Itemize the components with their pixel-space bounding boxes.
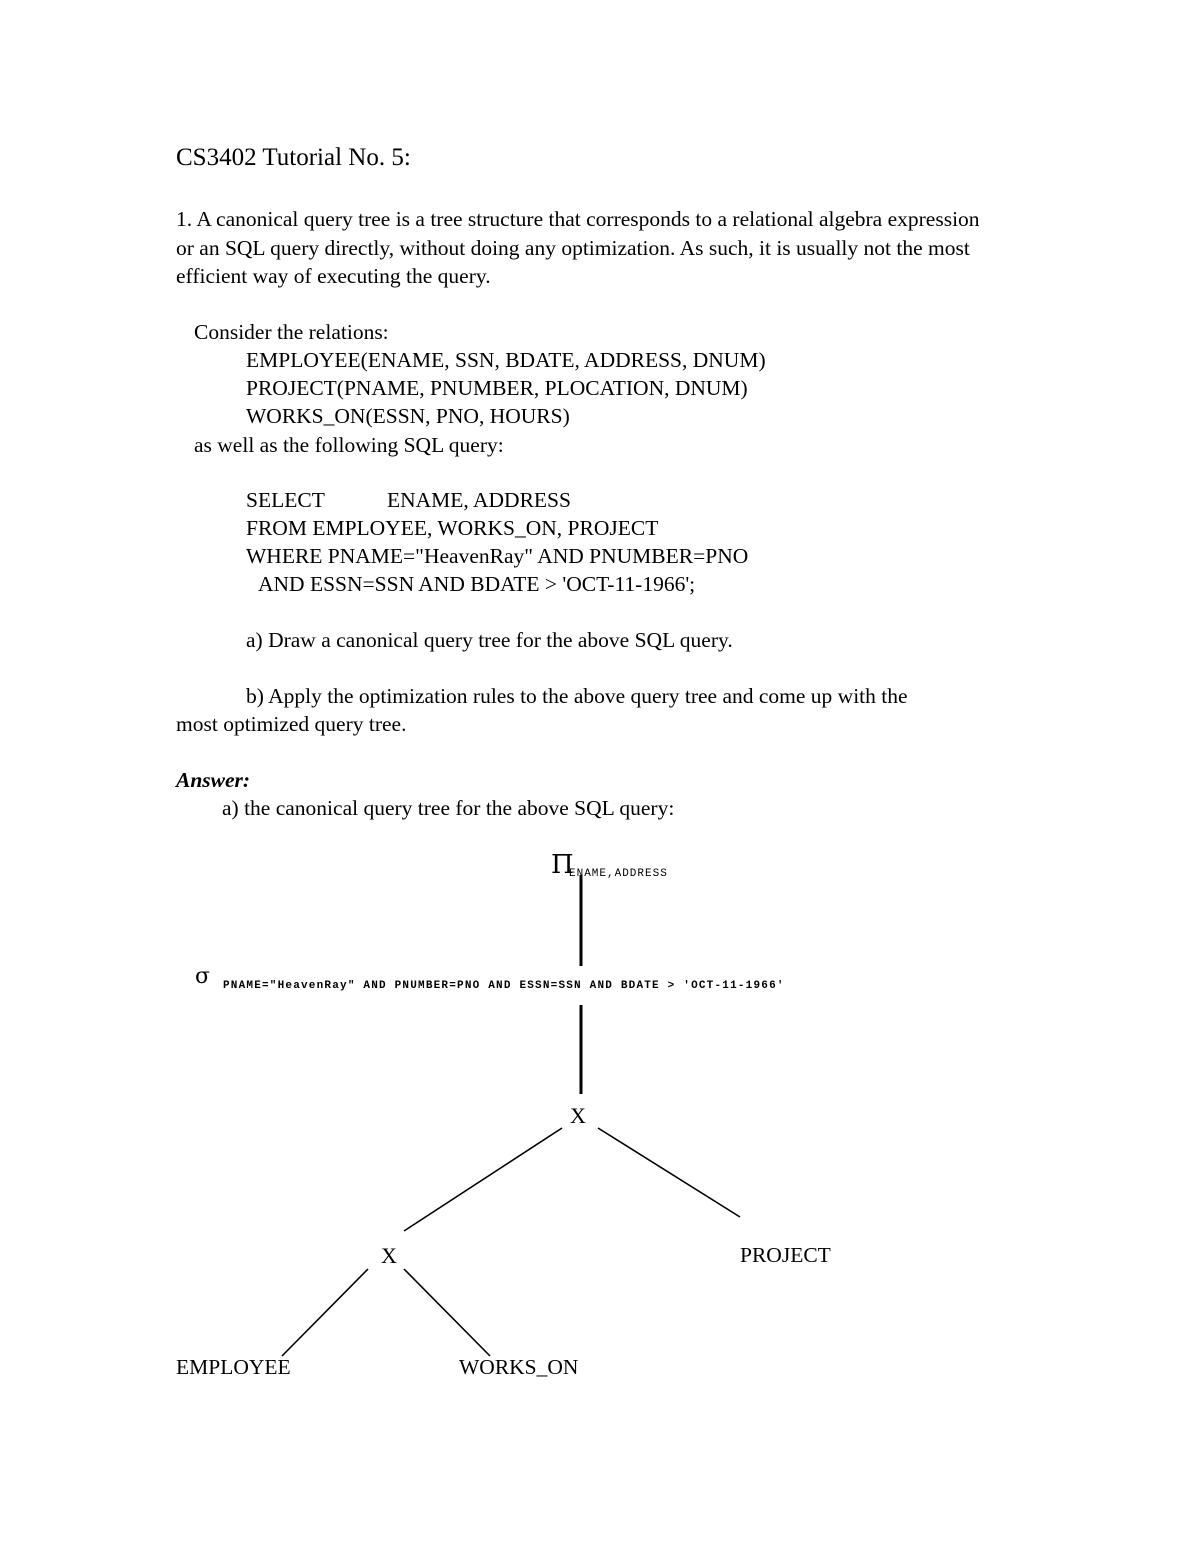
edge-cross-to-cross <box>404 1128 562 1231</box>
projection-attributes: ENAME,ADDRESS <box>569 868 668 880</box>
leaf-project: PROJECT <box>740 1243 831 1267</box>
as-well-text: as well as the following SQL query: <box>194 433 504 457</box>
answer-part-a: a) the canonical query tree for the above SQL query: <box>222 796 675 820</box>
leaf-works-on: WORKS_ON <box>459 1355 579 1379</box>
sql-select-keyword: SELECT <box>246 488 325 512</box>
selection-symbol: σ <box>195 964 211 989</box>
answer-label: Answer: <box>176 768 251 792</box>
leaf-employee: EMPLOYEE <box>176 1355 291 1379</box>
projection-symbol: Π <box>551 850 574 880</box>
relation-project: PROJECT(PNAME, PNUMBER, PLOCATION, DNUM) <box>246 376 748 400</box>
page-title: CS3402 Tutorial No. 5: <box>176 144 411 171</box>
sql-where: WHERE PNAME="HeavenRay" AND PNUMBER=PNO <box>246 544 749 568</box>
sql-select-columns: ENAME, ADDRESS <box>387 488 571 512</box>
part-b-question-line2: most optimized query tree. <box>176 712 407 736</box>
edge-cross-to-works-on <box>404 1269 490 1356</box>
relation-employee: EMPLOYEE(ENAME, SSN, BDATE, ADDRESS, DNUM) <box>246 348 766 372</box>
part-a-question: a) Draw a canonical query tree for the above SQL query. <box>246 628 733 652</box>
sql-from: FROM EMPLOYEE, WORKS_ON, PROJECT <box>246 516 659 540</box>
edge-cross-to-project <box>598 1128 740 1217</box>
sql-where-continued: AND ESSN=SSN AND BDATE > 'OCT-11-1966'; <box>258 572 696 596</box>
relation-works-on: WORKS_ON(ESSN, PNO, HOURS) <box>246 404 570 428</box>
cross-product-bottom: X <box>381 1243 397 1268</box>
cross-product-top: X <box>570 1103 586 1128</box>
consider-text: Consider the relations: <box>194 320 389 344</box>
part-b-question-line1: b) Apply the optimization rules to the above query tree and come up with the <box>246 684 908 708</box>
edge-cross-to-employee <box>282 1269 368 1356</box>
question-intro: 1. A canonical query tree is a tree structure that corresponds to a relational algebra expression or an SQL query directly, without doing any optimization. As such, it is usually not the most efficient way of executing the query. <box>176 207 980 288</box>
selection-condition: PNAME="HeavenRay" AND PNUMBER=PNO AND ESSN=SSN AND BDATE > 'OCT-11-1966' <box>223 980 785 992</box>
